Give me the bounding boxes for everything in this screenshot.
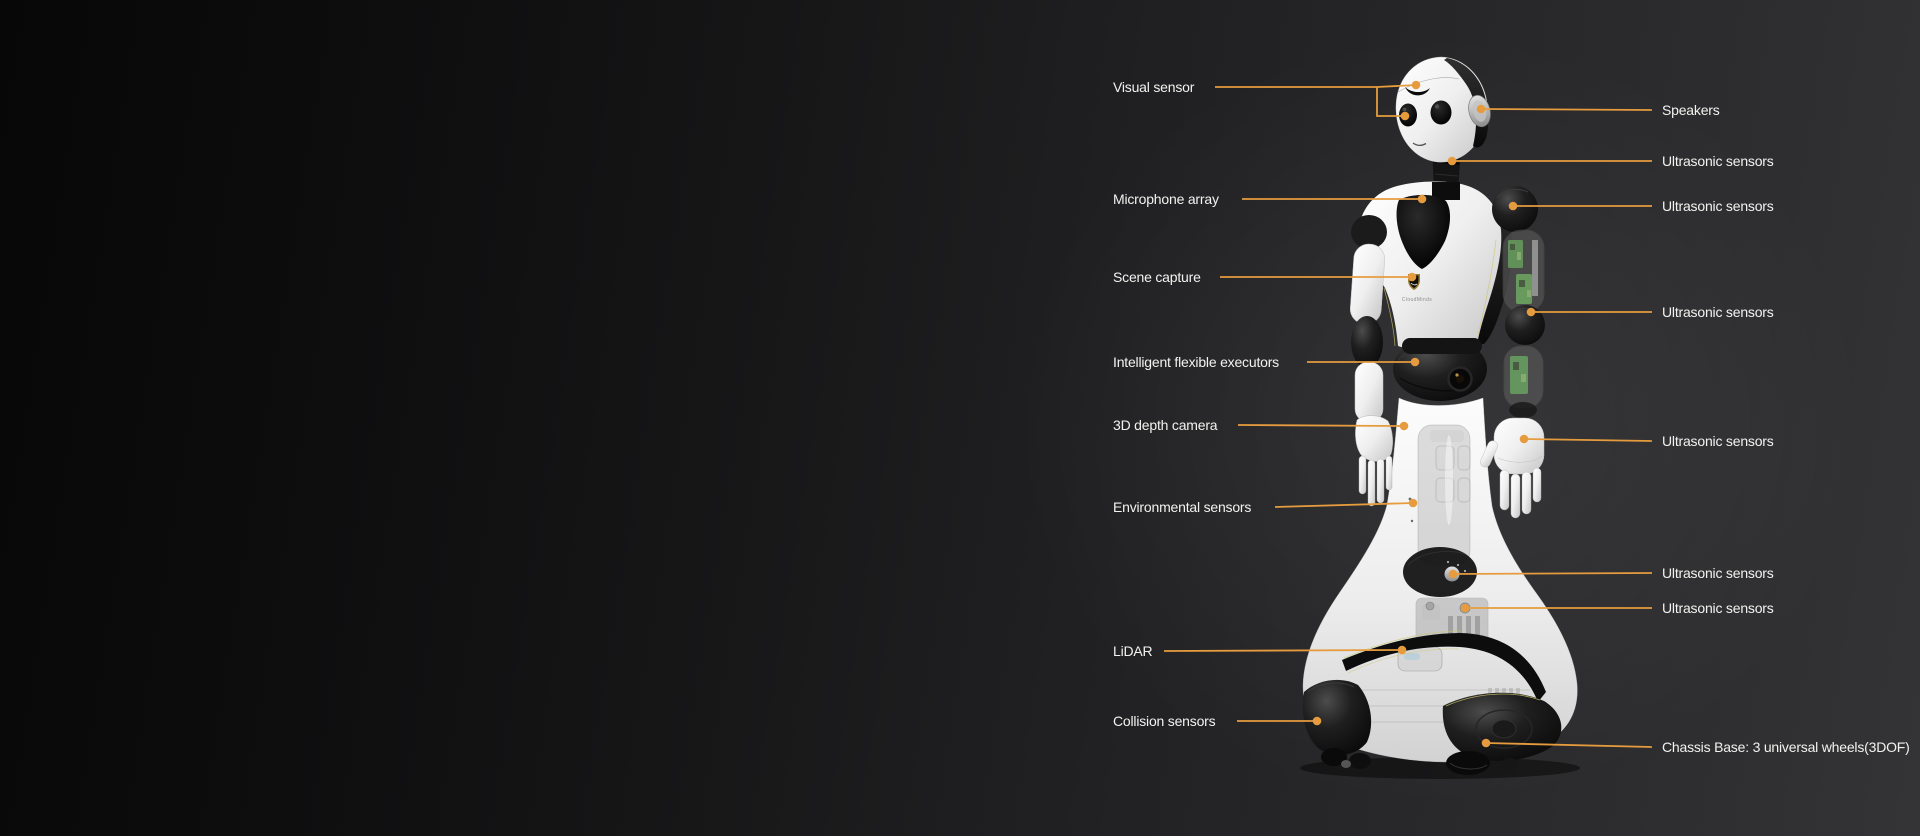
callout-label-ultrasonic-sensors-2: Ultrasonic sensors (1662, 198, 1774, 214)
callout-label-3d-depth-camera: 3D depth camera (1113, 417, 1218, 433)
right-eye (1431, 101, 1452, 125)
callout-line-ultrasonic-5 (1453, 573, 1652, 574)
callout-label-visual-sensor: Visual sensor (1113, 79, 1195, 95)
brand-text: CloudMinds (1401, 297, 1433, 303)
callout-label-environmental-sensors: Environmental sensors (1113, 499, 1252, 515)
callout-label-ultrasonic-sensors-3: Ultrasonic sensors (1662, 304, 1774, 320)
callout-line-speakers (1481, 109, 1652, 110)
callout-label-intelligent-flexible-executors: Intelligent flexible executors (1113, 354, 1279, 370)
callout-label-ultrasonic-sensors-1: Ultrasonic sensors (1662, 153, 1774, 169)
callout-line-lidar (1164, 650, 1402, 651)
callout-label-scene-capture: Scene capture (1113, 269, 1201, 285)
callout-label-microphone-array: Microphone array (1113, 191, 1219, 207)
callout-label-ultrasonic-sensors-5: Ultrasonic sensors (1662, 565, 1774, 581)
callout-label-speakers: Speakers (1662, 102, 1720, 118)
callout-label-ultrasonic-sensors-4: Ultrasonic sensors (1662, 433, 1774, 449)
callout-label-lidar: LiDAR (1113, 643, 1153, 659)
callout-label-chassis-base: Chassis Base: 3 universal wheels(3DOF) (1662, 739, 1910, 755)
callout-label-ultrasonic-sensors-6: Ultrasonic sensors (1662, 600, 1774, 616)
callout-label-collision-sensors: Collision sensors (1113, 713, 1216, 729)
callout-line-3d-depth-camera (1238, 425, 1404, 426)
